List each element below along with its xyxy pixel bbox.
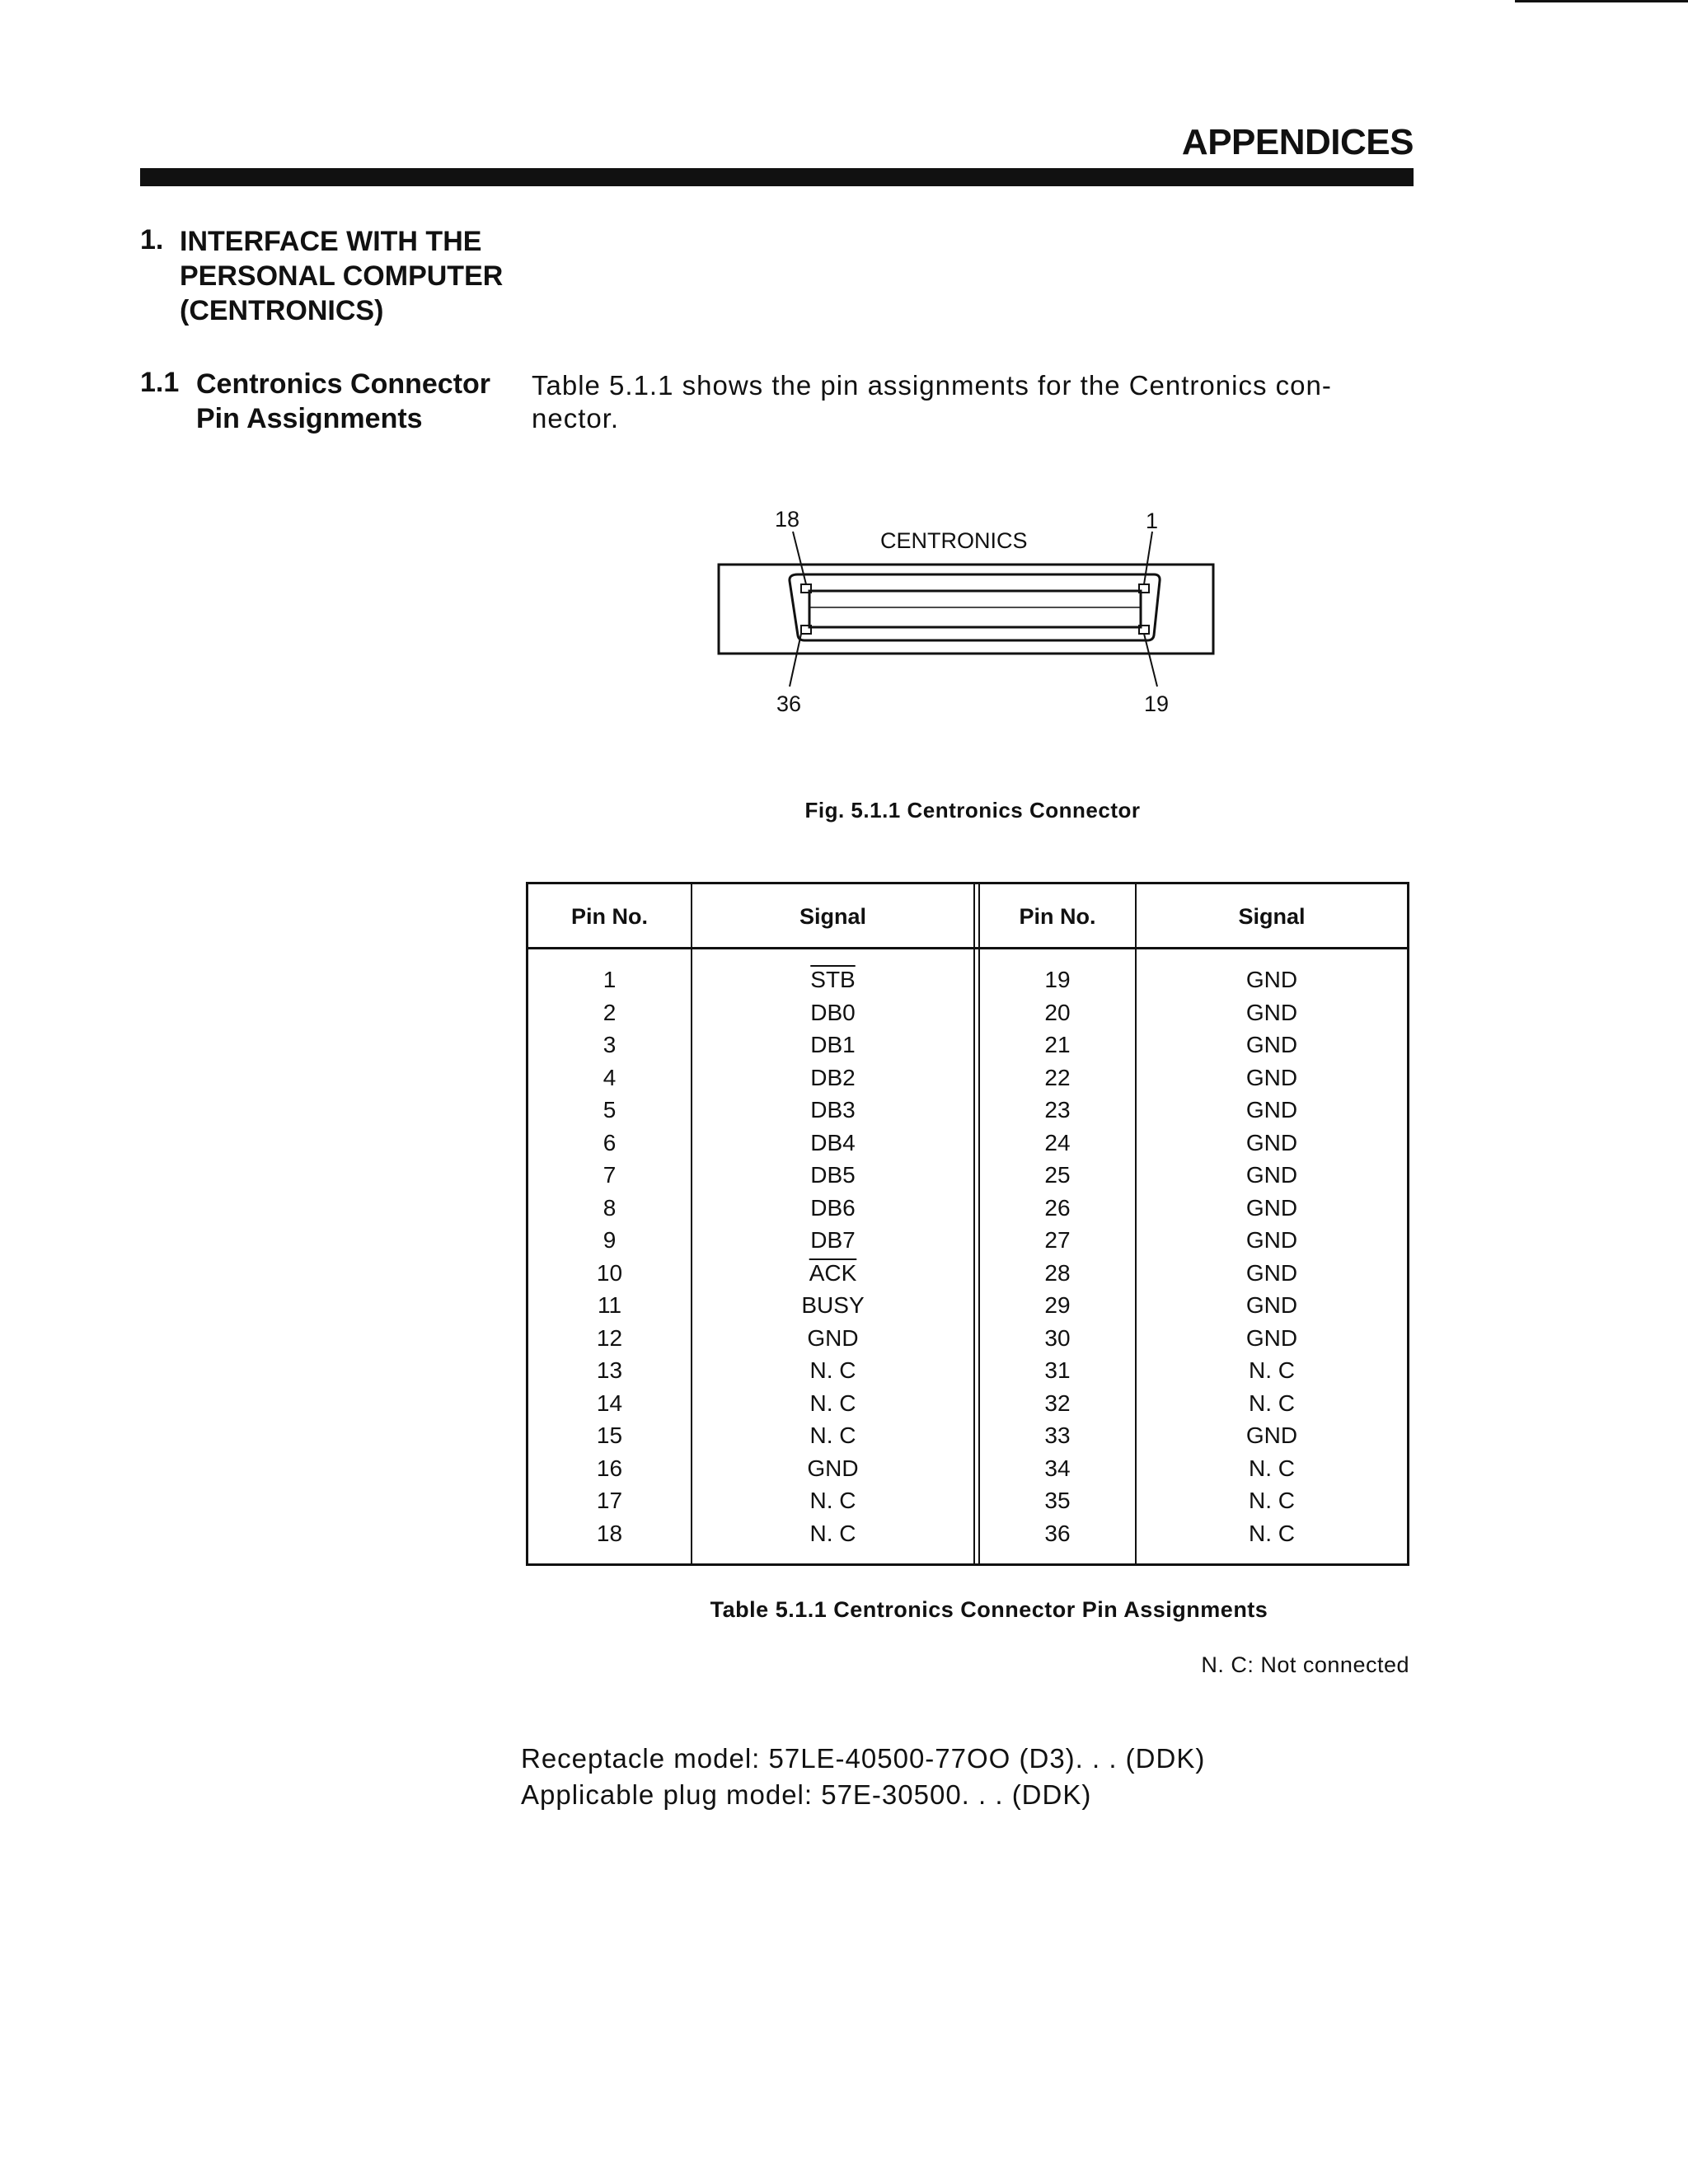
pin-number-cell: 30 bbox=[1044, 1324, 1071, 1351]
signal-cell: N. C bbox=[809, 1390, 856, 1416]
signal-cell: GND bbox=[1245, 1032, 1298, 1057]
model-info bbox=[521, 1741, 1428, 1813]
signal-cell: DB2 bbox=[810, 1064, 856, 1090]
top-corner-rule bbox=[1515, 0, 1688, 2]
pin-number-cell: 25 bbox=[1044, 1162, 1071, 1188]
pin-number-cell: 10 bbox=[596, 1259, 623, 1286]
pin-number-cell: 13 bbox=[596, 1357, 623, 1383]
signal-cell: GND bbox=[1245, 1422, 1298, 1448]
signal-cell: N. C bbox=[809, 1422, 856, 1448]
signal-cell: N. C bbox=[1249, 1520, 1295, 1546]
signal-cell: GND bbox=[1245, 1129, 1298, 1155]
signal-cell: GND bbox=[1245, 1097, 1298, 1122]
signal-cell: GND bbox=[1245, 1292, 1298, 1318]
signal-cell: DB5 bbox=[810, 1162, 856, 1188]
signal-cell: N. C bbox=[809, 1357, 856, 1383]
pin-number-cell: 34 bbox=[1044, 1455, 1071, 1481]
signal-cell: N. C bbox=[1249, 1455, 1295, 1481]
pin-number-cell: 12 bbox=[596, 1324, 623, 1351]
signal-cell: N. C bbox=[809, 1488, 856, 1513]
signal-cell: DB4 bbox=[810, 1129, 856, 1155]
pin-number-cell: 15 bbox=[596, 1422, 623, 1448]
pin-number-cell: 33 bbox=[1044, 1422, 1071, 1448]
header-title: APPENDICES bbox=[1181, 122, 1414, 162]
pin-label-19: 19 bbox=[1144, 691, 1170, 716]
pin-number-cell: 4 bbox=[603, 1064, 617, 1090]
pin-number-cell: 17 bbox=[596, 1488, 623, 1513]
signal-cell: GND bbox=[1245, 1194, 1298, 1221]
pin-number-cell: 16 bbox=[596, 1455, 623, 1481]
signal-cell: DB6 bbox=[810, 1194, 856, 1221]
plug-model: Applicable plug model: 57E-30500. . . (DDK) bbox=[521, 1779, 1092, 1810]
signal-cell: GND bbox=[1245, 967, 1298, 992]
pin-number-cell: 3 bbox=[603, 1032, 617, 1057]
signal-column-1 bbox=[692, 963, 973, 1549]
signal-cell: BUSY bbox=[801, 1292, 865, 1318]
pin-number-cell: 14 bbox=[596, 1390, 623, 1416]
signal-cell: GND bbox=[807, 1455, 859, 1481]
table-caption: Table 5.1.1 Centronics Connector Pin Assignments bbox=[710, 1597, 1268, 1622]
connector-label: CENTRONICS bbox=[880, 528, 1028, 553]
pin-column-2 bbox=[980, 963, 1135, 1549]
pin-number-cell: 18 bbox=[596, 1520, 623, 1546]
signal-cell: DB1 bbox=[810, 1032, 856, 1057]
pin-number-cell: 8 bbox=[603, 1194, 617, 1221]
pin-number-cell: 5 bbox=[603, 1097, 617, 1122]
pin-number-cell: 20 bbox=[1044, 999, 1071, 1025]
pin-number-cell: 35 bbox=[1044, 1488, 1071, 1513]
signal-cell: $\overline{STB}$ bbox=[810, 967, 856, 992]
section-number: 1. bbox=[140, 224, 164, 255]
pin-number-cell: 1 bbox=[603, 967, 617, 992]
header-rule bbox=[140, 168, 1414, 186]
pin-number-cell: 11 bbox=[597, 1292, 622, 1318]
signal-cell: N. C bbox=[809, 1520, 856, 1546]
contact-bar bbox=[809, 591, 1141, 627]
table-note: N. C: Not connected bbox=[1201, 1652, 1409, 1677]
pin-number-cell: 23 bbox=[1044, 1097, 1071, 1122]
pin-number-cell: 26 bbox=[1044, 1194, 1071, 1221]
signal-cell: GND bbox=[1245, 1227, 1298, 1253]
pin-label-36: 36 bbox=[776, 691, 802, 716]
pin-number-cell: 7 bbox=[603, 1162, 617, 1188]
signal-cell: GND bbox=[1245, 1324, 1298, 1351]
pin-number-cell: 21 bbox=[1044, 1032, 1071, 1057]
pin-number-cell: 9 bbox=[603, 1227, 617, 1253]
signal-cell: GND bbox=[1245, 999, 1298, 1025]
pin-number-cell: 6 bbox=[603, 1129, 617, 1155]
signal-cell: GND bbox=[1245, 1064, 1298, 1090]
subsection-number: 1.1 bbox=[140, 367, 180, 398]
pin-number-cell: 29 bbox=[1044, 1292, 1071, 1318]
figure-caption: Fig. 5.1.1 Centronics Connector bbox=[804, 798, 1141, 823]
pin-number-cell: 36 bbox=[1044, 1520, 1071, 1546]
header-signal-2: Signal bbox=[1238, 904, 1306, 929]
pin-number-cell: 27 bbox=[1044, 1227, 1071, 1253]
pin-assignment-table bbox=[526, 882, 1409, 1566]
signal-column-2 bbox=[1137, 963, 1407, 1549]
pin-number-cell: 24 bbox=[1044, 1129, 1071, 1155]
centronics-connector-diagram bbox=[709, 499, 1236, 729]
signal-cell: DB7 bbox=[810, 1227, 856, 1253]
signal-cell: N. C bbox=[1249, 1357, 1295, 1383]
signal-cell: $\overline{ACK}$ bbox=[809, 1259, 857, 1286]
signal-cell: GND bbox=[1245, 1162, 1298, 1188]
subsection-title: Centronics Connector Pin Assignments bbox=[196, 368, 491, 434]
pin-column-1 bbox=[528, 963, 691, 1549]
pin-number-cell: 28 bbox=[1044, 1259, 1071, 1286]
signal-cell: GND bbox=[807, 1324, 859, 1351]
signal-cell: DB0 bbox=[810, 999, 856, 1025]
pin-number-cell: 2 bbox=[603, 999, 617, 1025]
pin-number-cell: 32 bbox=[1044, 1390, 1071, 1416]
pin-label-1: 1 bbox=[1146, 509, 1159, 533]
intro-paragraph: Table 5.1.1 shows the pin assignments for the Centronics con- nector. bbox=[532, 370, 1332, 434]
signal-cell: DB3 bbox=[810, 1097, 856, 1122]
header-pin-no-1: Pin No. bbox=[571, 904, 648, 929]
section-title: INTERFACE WITH THE PERSONAL COMPUTER (CENTRONICS) bbox=[180, 226, 504, 326]
signal-cell: GND bbox=[1245, 1259, 1298, 1286]
signal-cell: N. C bbox=[1249, 1488, 1295, 1513]
pin-number-cell: 31 bbox=[1044, 1357, 1071, 1383]
pin-number-cell: 22 bbox=[1044, 1064, 1071, 1090]
header-pin-no-2: Pin No. bbox=[1019, 904, 1096, 929]
pin-label-18: 18 bbox=[775, 507, 800, 532]
header-signal-1: Signal bbox=[799, 904, 866, 929]
signal-cell: N. C bbox=[1249, 1390, 1295, 1416]
receptacle-model: Receptacle model: 57LE-40500-77OO (D3). . . (DDK) bbox=[521, 1743, 1206, 1774]
pin-number-cell: 19 bbox=[1044, 967, 1071, 992]
